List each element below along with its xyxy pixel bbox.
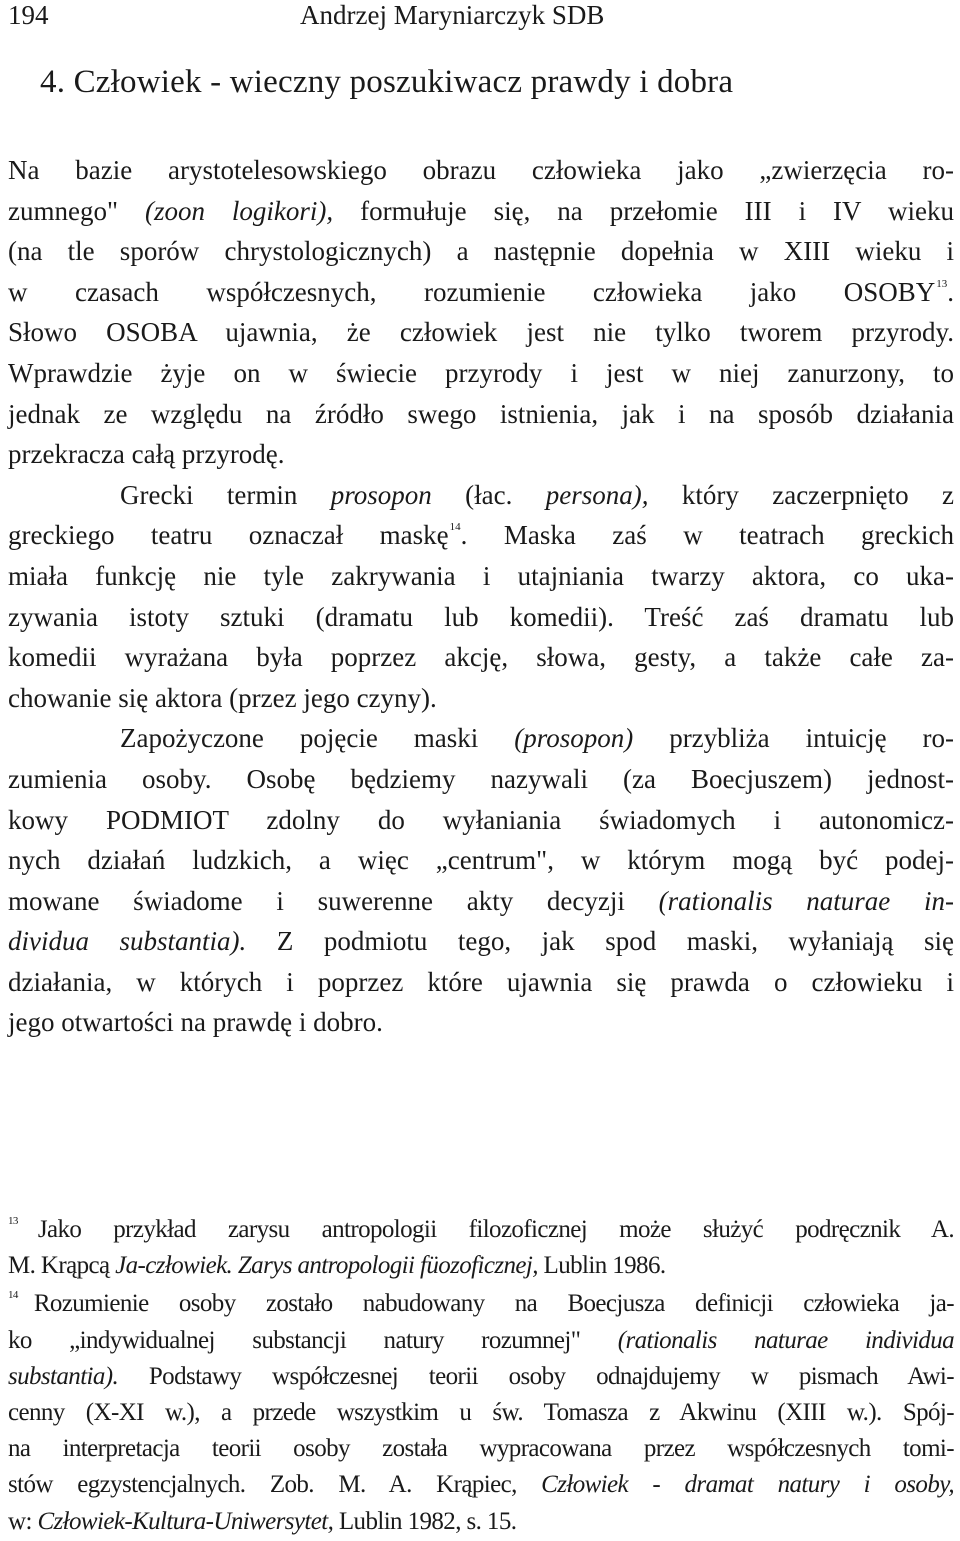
text-line — [8, 556, 954, 597]
footnote-line — [8, 1359, 954, 1395]
text-line — [8, 678, 954, 719]
text-line — [8, 231, 954, 272]
text-line — [8, 150, 954, 191]
text-line — [8, 881, 954, 922]
text-run: M. Krąpcą — [8, 1252, 116, 1280]
text-line — [8, 800, 954, 841]
italic-title: Ja-człowiek. Zarys antropologii füozoficznej, — [115, 1252, 538, 1280]
footnote-number: 13 — [8, 1215, 18, 1227]
footnote-line — [8, 1431, 954, 1467]
footnote-14 — [8, 1286, 954, 1322]
footnote-line — [8, 1323, 954, 1359]
footnote-line — [8, 1504, 954, 1540]
text-run: zywania istoty sztuki (dramatu lub komedii). Treść zaś dramatu lub — [8, 601, 954, 632]
page-header — [0, 0, 960, 40]
italic-term: (zoon logikori), — [144, 195, 334, 226]
italic-term: dividua substantia). — [8, 926, 247, 957]
text-line — [8, 394, 954, 435]
text-run: (łac. — [431, 479, 546, 510]
text-line — [8, 637, 954, 678]
italic-term: prosopon — [330, 479, 432, 510]
text-line — [8, 191, 954, 232]
italic-term: (rationalis naturae individua — [617, 1326, 954, 1354]
text-run: Grecki termin — [120, 479, 331, 510]
text-run: Rozumienie osoby zostało nabudowany na Boecjusza definicji człowieka ja- — [33, 1290, 954, 1318]
text-line — [8, 759, 954, 800]
text-run: Na bazie arystotelesowskiego obrazu człowieka jako „zwierzęcia ro- — [8, 155, 954, 185]
italic-term: (rationalis naturae in- — [658, 885, 954, 916]
text-run: stów egzystencjalnych. Zob. M. A. Krąpiec, — [8, 1471, 542, 1499]
text-run: Podstawy współczesnej teorii osoby odnajdujemy w pismach Awi- — [118, 1362, 954, 1390]
text-run: . Maska zaś w teatrach greckich — [460, 520, 954, 551]
text-run: kowy PODMIOT zdolny do wyłaniania świadomych i autonomicz- — [8, 804, 954, 835]
text-run: komedii wyrażana była poprzez akcję, słowa, gesty, a także całe za- — [8, 642, 954, 673]
text-run: na interpretacja teorii osoby została wypracowana przez współczesnych tomi- — [8, 1435, 954, 1463]
page-number: 194 — [8, 0, 49, 30]
footnote-line — [8, 1248, 954, 1284]
text-run: nych działań ludzkich, a więc „centrum", w którym mogą być podej- — [8, 845, 954, 876]
text-line — [8, 312, 954, 353]
text-run: zumienia osoby. Osobę będziemy nazywali (za Boecjuszem) jednost- — [8, 763, 954, 794]
text-line — [8, 353, 954, 394]
text-run: cenny (X-XI w.), a przede wszystkim u św. Tomasza z Akwinu (XIII w.). Spój- — [8, 1399, 954, 1427]
text-run: . — [947, 276, 954, 307]
text-run: Z podmiotu tego, jak spod maski, wyłaniają się — [246, 926, 955, 957]
section-title: 4. Człowiek - wieczny poszukiwacz prawdy i dobra — [40, 64, 734, 100]
text-run: zumnego" — [8, 195, 145, 226]
italic-term: persona), — [545, 479, 649, 510]
italic-term: substantia). — [8, 1362, 119, 1390]
text-line — [8, 718, 954, 759]
italic-title: Człowiek-Kultura-Uniwersytet, — [37, 1507, 334, 1535]
footnote-13 — [8, 1212, 954, 1248]
text-run: (na tle sporów chrystologicznych) a następnie dopełnia w XIII wieku i — [8, 236, 954, 267]
text-run: mowane świadome i suwerenne akty decyzji — [8, 885, 659, 916]
text-run: Lublin 1986. — [537, 1252, 666, 1280]
text-run: w: — [8, 1507, 38, 1535]
text-line — [8, 434, 954, 475]
text-run: Słowo OSOBA ujawnia, że człowiek jest nie tylko tworem przyrody. — [8, 317, 954, 348]
footnote-line — [8, 1395, 954, 1431]
text-run: jednak ze względu na źródło swego istnienia, jak i na sposób działania — [8, 398, 954, 429]
text-line — [8, 515, 954, 556]
text-run: działania, w których i poprzez które ujawnia się prawda o człowieku i — [8, 966, 954, 997]
text-run: który zaczerpnięto z — [648, 479, 954, 510]
text-run: miała funkcję nie tyle zakrywania i utajniania twarzy aktora, co uka- — [8, 560, 954, 591]
text-run: ko „indywidualnej substancji natury rozumnej" — [8, 1326, 618, 1354]
text-run: Lublin 1982, s. 15. — [333, 1507, 517, 1535]
text-line — [8, 597, 954, 638]
footnotes — [8, 1212, 954, 1540]
text-run: przybliża intuicję ro- — [633, 723, 954, 754]
footnote-number: 14 — [8, 1289, 18, 1302]
text-run: Wprawdzie żyje on w świecie przyrody i jest w niej zanurzony, to — [8, 357, 954, 388]
footnote-ref-13[interactable]: 13 — [936, 277, 948, 290]
text-line — [8, 475, 954, 516]
text-run: Jako przykład zarysu antropologii filozoficznej może służyć podręcznik A. — [37, 1216, 954, 1243]
text-run: greckiego teatru oznaczał maskę — [8, 520, 449, 551]
text-line — [8, 840, 954, 881]
footnote-ref-14[interactable]: 14 — [449, 521, 461, 534]
text-line — [8, 272, 954, 313]
text-run: jego otwartości na prawdę i dobro. — [8, 1007, 383, 1038]
text-run: przekracza całą przyrodę. — [8, 439, 285, 470]
running-title: Andrzej Maryniarczyk SDB — [300, 0, 605, 30]
text-line — [8, 962, 954, 1003]
text-run: formułuje się, na przełomie III i IV wieku — [333, 195, 954, 226]
text-line — [8, 921, 954, 962]
text-run: w czasach współczesnych, rozumienie człowieka jako OSOBY — [8, 276, 936, 307]
body-text — [8, 150, 954, 1043]
italic-term: (prosopon) — [514, 723, 634, 754]
text-run: Zapożyczone pojęcie maski — [120, 723, 515, 754]
italic-title: Człowiek - dramat natury i osoby, — [541, 1471, 954, 1499]
text-line — [8, 1002, 954, 1043]
footnote-line — [8, 1467, 954, 1503]
text-run: chowanie się aktora (przez jego czyny). — [8, 682, 437, 713]
